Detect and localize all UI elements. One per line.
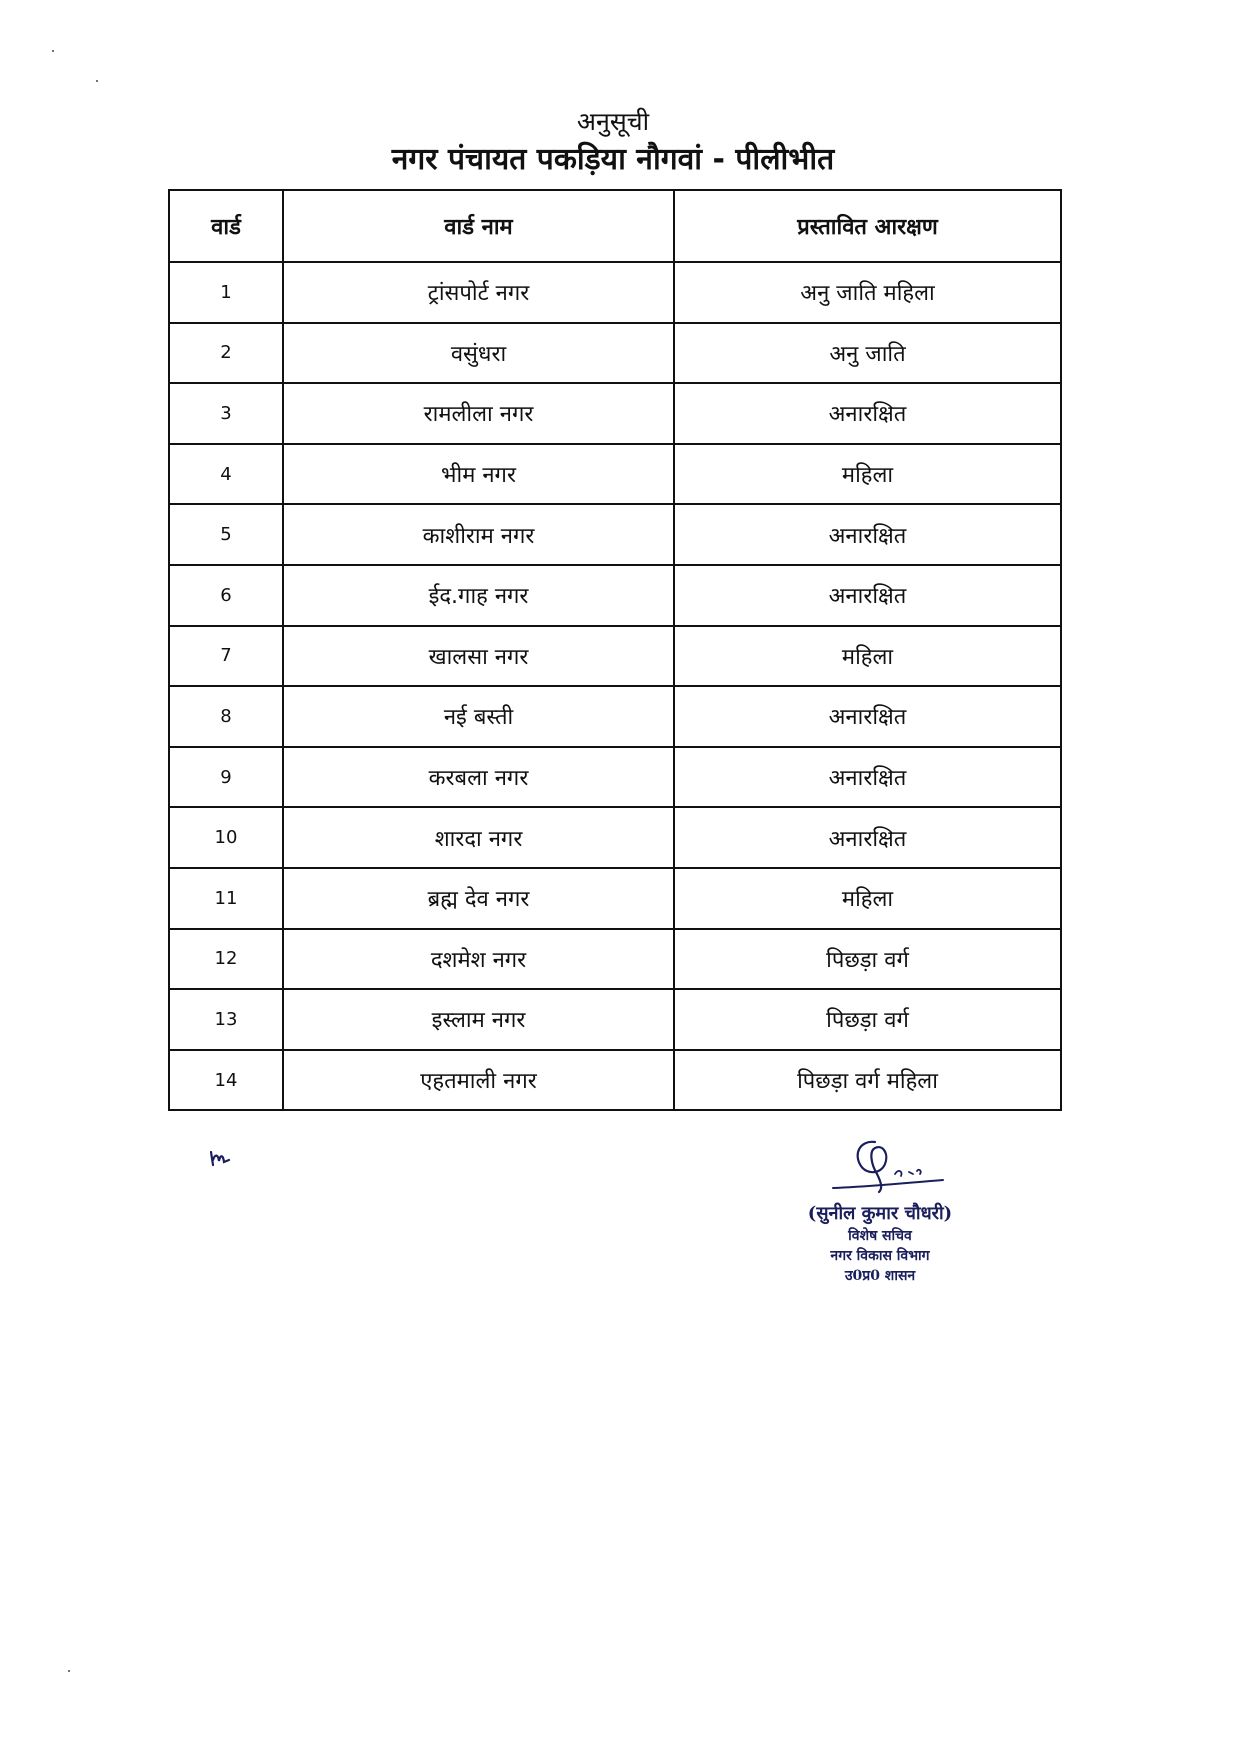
scan-speck: [68, 1670, 70, 1672]
table-row: [169, 626, 1061, 687]
table-row: [169, 383, 1061, 444]
table-row: [169, 262, 1061, 323]
signatory-department: नगर विकास विभाग: [830, 1248, 930, 1264]
table-row: [169, 989, 1061, 1050]
column-header-ward: वार्ड: [169, 190, 283, 262]
handwritten-initial: [208, 1148, 242, 1170]
ward-name-cell: ट्रांसपोर्ट नगर: [283, 262, 674, 323]
ward-number-cell: 2: [169, 323, 283, 384]
reservation-cell: अनारक्षित: [674, 383, 1061, 444]
reservation-cell: अनारक्षित: [674, 747, 1061, 808]
ward-number-cell: 13: [169, 989, 283, 1050]
ward-number-cell: 11: [169, 868, 283, 929]
table-body: [169, 262, 1061, 1110]
schedule-label: अनुसूची: [576, 107, 650, 136]
ward-number-cell: 9: [169, 747, 283, 808]
table-header-row: [169, 190, 1061, 262]
signatory-designation: विशेष सचिव: [848, 1228, 912, 1244]
reservation-cell: पिछड़ा वर्ग: [674, 989, 1061, 1050]
table-row: [169, 929, 1061, 990]
reservation-cell: अनु जाति महिला: [674, 262, 1061, 323]
ward-number-cell: 7: [169, 626, 283, 687]
ward-reservation-table: [168, 189, 1062, 1111]
table-row: [169, 807, 1061, 868]
reservation-cell: अनारक्षित: [674, 565, 1061, 626]
ward-name-cell: वसुंधरा: [283, 323, 674, 384]
table-row: [169, 1050, 1061, 1111]
table-row: [169, 504, 1061, 565]
ward-name-cell: खालसा नगर: [283, 626, 674, 687]
reservation-cell: अनारक्षित: [674, 686, 1061, 747]
table-row: [169, 747, 1061, 808]
ward-name-cell: इस्लाम नगर: [283, 989, 674, 1050]
ward-name-cell: एहतमाली नगर: [283, 1050, 674, 1111]
ward-number-cell: 8: [169, 686, 283, 747]
reservation-cell: अनारक्षित: [674, 807, 1061, 868]
ward-number-cell: 6: [169, 565, 283, 626]
document-title: नगर पंचायत पकड़िया नौगवां - पीलीभीत: [391, 142, 835, 177]
reservation-cell: अनु जाति: [674, 323, 1061, 384]
ward-number-cell: 10: [169, 807, 283, 868]
signatory-government: उ0प्र0 शासन: [844, 1268, 916, 1284]
ward-number-cell: 1: [169, 262, 283, 323]
ward-name-cell: दशमेश नगर: [283, 929, 674, 990]
ward-name-cell: काशीराम नगर: [283, 504, 674, 565]
reservation-cell: महिला: [674, 626, 1061, 687]
reservation-cell: पिछड़ा वर्ग: [674, 929, 1061, 990]
ward-name-cell: भीम नगर: [283, 444, 674, 505]
ward-name-cell: नई बस्ती: [283, 686, 674, 747]
ward-name-cell: रामलीला नगर: [283, 383, 674, 444]
table-row: [169, 323, 1061, 384]
reservation-cell: पिछड़ा वर्ग महिला: [674, 1050, 1061, 1111]
scan-speck: [52, 50, 54, 52]
handwritten-signature: [805, 1138, 955, 1200]
table-row: [169, 565, 1061, 626]
table-row: [169, 868, 1061, 929]
ward-number-cell: 4: [169, 444, 283, 505]
table-row: [169, 444, 1061, 505]
reservation-cell: अनारक्षित: [674, 504, 1061, 565]
ward-number-cell: 12: [169, 929, 283, 990]
reservation-cell: महिला: [674, 444, 1061, 505]
column-header-ward-name: वार्ड नाम: [283, 190, 674, 262]
ward-name-cell: शारदा नगर: [283, 807, 674, 868]
ward-number-cell: 3: [169, 383, 283, 444]
ward-number-cell: 14: [169, 1050, 283, 1111]
column-header-proposed-reservation: प्रस्तावित आरक्षण: [674, 190, 1061, 262]
table-row: [169, 686, 1061, 747]
ward-number-cell: 5: [169, 504, 283, 565]
ward-name-cell: ईद.गाह नगर: [283, 565, 674, 626]
document-heading: [166, 105, 1060, 180]
signatory-name: (सुनील कुमार चौधरी): [807, 1203, 953, 1224]
ward-name-cell: करबला नगर: [283, 747, 674, 808]
scan-speck: [96, 80, 98, 82]
ward-name-cell: ब्रह्म देव नगर: [283, 868, 674, 929]
signature-block: [770, 1138, 990, 1286]
reservation-cell: महिला: [674, 868, 1061, 929]
